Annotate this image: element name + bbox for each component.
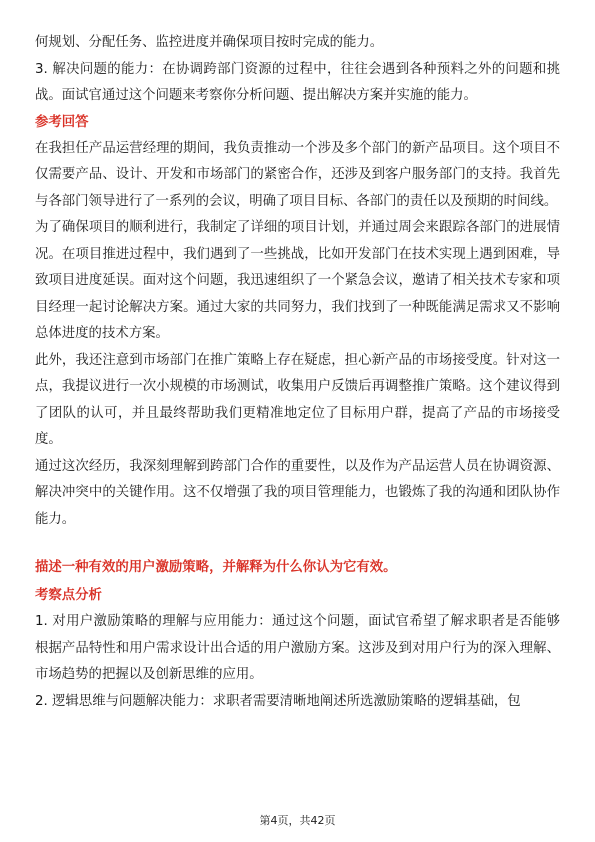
- continued-line: 何规划、分配任务、监控进度并确保项目按时完成的能力。: [35, 35, 384, 50]
- page-number: 第4页，共42页: [259, 814, 336, 827]
- page-content: [35, 30, 560, 715]
- question-title: 描述一种有效的用户激励策略，并解释为什么你认为它有效。: [35, 560, 397, 575]
- answer-paragraph-4: 通过这次经历，我深刻理解到跨部门合作的重要性，以及作为产品运营人员在协调资源、解决冲突中的关键作用。这不仅增强了我的项目管理能力，也锻炼了我的沟通和团队协作能力。: [35, 458, 560, 527]
- analysis-point-3: 3. 解决问题的能力：在协调跨部门资源的过程中，往往会遇到各种预料之外的问题和挑战。面试官通过这个问题来考察你分析问题、提出解决方案并实施的能力。: [35, 61, 560, 103]
- analysis-point-2: 2. 逻辑思维与问题解决能力：求职者需要清晰地阐述所选激励策略的逻辑基础，包: [35, 693, 521, 709]
- analysis-point-1: 1. 对用户激励策略的理解与应用能力：通过这个问题，面试官希望了解求职者是否能够根据产品特性和用户需求设计出合适的用户激励方案。这涉及到对用户行为的深入理解、市场趋势的把握以及创新思维的应用。: [35, 614, 560, 682]
- page-footer: [0, 812, 595, 828]
- answer-paragraph-1: 在我担任产品运营经理的期间，我负责推动一个涉及多个部门的新产品项目。这个项目不仅需要产品、设计、开发和市场部门的紧密合作，还涉及到客户服务部门的支持。我首先与各部门领导进行了一系列的会议，明确了项目目标、各部门的责任以及预期的时间线。: [35, 140, 560, 209]
- answer-paragraph-2: 为了确保项目的顺利进行，我制定了详细的项目计划，并通过周会来跟踪各部门的进展情况。在项目推进过程中，我们遇到了一些挑战，比如开发部门在技术实现上遇到困难，导致项目进度延误。面对这个问题，我迅速组织了一个紧急会议，邀请了相关技术专家和项目经理一起讨论解决方案。通过大家的共同努力，我们找到了一种既能满足需求又不影响总体进度的技术方案。: [35, 220, 560, 341]
- analysis-heading: 考察点分析: [35, 588, 102, 603]
- reference-answer-heading: 参考回答: [35, 114, 89, 130]
- answer-paragraph-3: 此外，我还注意到市场部门在推广策略上存在疑虑，担心新产品的市场接受度。针对这一点，我提议进行一次小规模的市场测试，收集用户反馈后再调整推广策略。这个建议得到了团队的认可，并且最终帮助我们更精准地定位了目标用户群，提高了产品的市场接受度。: [35, 352, 560, 447]
